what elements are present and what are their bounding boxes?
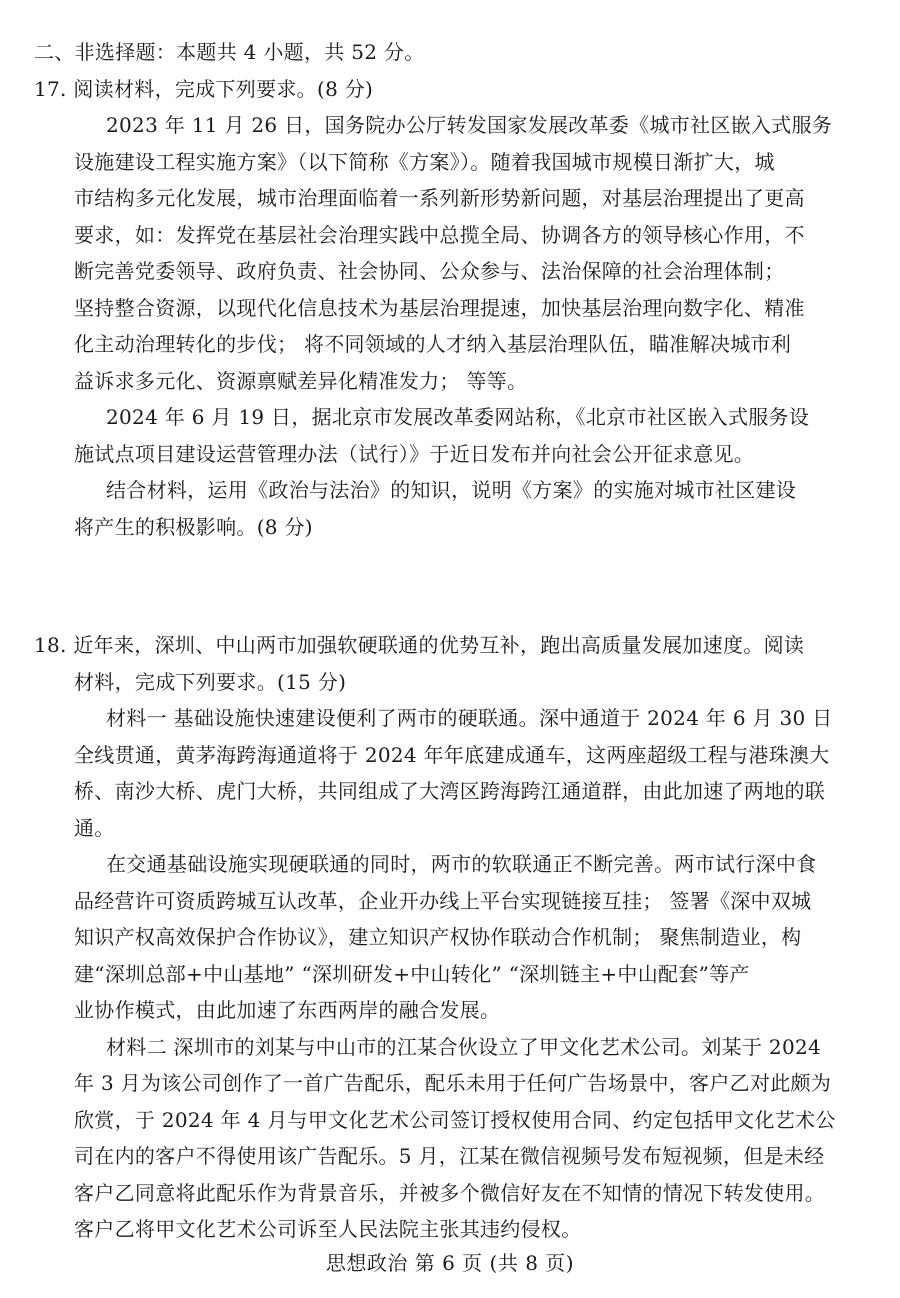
question-18-material-2 (34, 1029, 866, 1248)
text-line: 将产生的积极影响。(8 分) (74, 514, 313, 539)
text-line: 品经营许可资质跨城互认改革，企业开办线上平台实现链接互挂； 签署《深中双城 (74, 888, 812, 913)
text-line: 客户乙将甲文化艺术公司诉至人民法院主张其违约侵权。 (74, 1217, 582, 1241)
text-line: 欣赏，于 2024 年 4 月与甲文化艺术公司签订授权使用合同、约定包括甲文化艺术公 (74, 1107, 836, 1132)
page-footer: 思想政治 第 6 页 (共 8 页) (325, 1251, 575, 1275)
text-line: 材料，完成下列要求。(15 分) (74, 669, 347, 694)
text-line: 全线贯通，黄茅海跨海通道将于 2024 年年底建成通车，这两座超级工程与港珠澳大 (74, 742, 830, 767)
text-line: 在交通基础设施实现硬联通的同时，两市的软联通正不断完善。两市试行深中食 (106, 852, 817, 876)
question-17-head: 17. 阅读材料，完成下列要求。(8 分) (34, 76, 374, 101)
text-line: 建“深圳总部+中山基地” “深圳研发+中山转化” “深圳链主+中山配套”等产 (74, 961, 750, 986)
text-line: 知识产权高效保护合作协议》，建立知识产权协作联动合作机制； 聚焦制造业，构 (74, 925, 802, 949)
section-title: 二、非选择题：本题共 4 小题，共 52 分。 (34, 40, 425, 64)
text-line: 坚持整合资源，以现代化信息技术为基层治理提速，加快基层治理向数字化、精准 (74, 295, 805, 320)
text-line: 设施建设工程实施方案》（以下简称《方案》）。随着我国城市规模日渐扩大，城 (74, 149, 775, 174)
question-17-material-paragraph-2 (34, 399, 866, 472)
answer-space (34, 545, 866, 627)
question-17-material-paragraph-1 (34, 107, 866, 399)
text-line: 结合材料，运用《政治与法治》的知识，说明《方案》的实施对城市社区建设 (106, 478, 797, 502)
text-line: 市结构多元化发展，城市治理面临着一系列新形势新问题，对基层治理提出了更高 (74, 186, 805, 210)
text-line: 18. 近年来，深圳、中山两市加强软硬联通的优势互补，跑出高质量发展加速度。阅读 (34, 633, 805, 657)
text-line: 业协作模式，由此加速了东西两岸的融合发展。 (74, 998, 501, 1022)
text-line: 施试点项目建设运营管理办法（试行）》于近日发布并向社会公开征求意见。 (74, 441, 755, 466)
question-18-material-1-paragraph-1 (34, 700, 866, 846)
question-17-prompt (34, 472, 866, 545)
text-line: 司在内的客户不得使用该广告配乐。5 月，江某在微信视频号发布短视频，但是未经 (74, 1144, 825, 1168)
text-line: 要求，如：发挥党在基层社会治理实践中总揽全局、协调各方的领导核心作用，不 (74, 222, 805, 247)
text-line: 益诉求多元化、资源禀赋差异化精准发力； 等等。 (74, 368, 528, 393)
text-line: 年 3 月为该公司创作了一首广告配乐，配乐未用于任何广告场景中，客户乙对此颇为 (74, 1071, 832, 1095)
text-line: 2023 年 11 月 26 日，国务院办公厅转发国家发展改革委《城市社区嵌入式服务 (106, 113, 833, 137)
text-line: 通。 (74, 815, 115, 840)
text-line: 断完善党委领导、政府负责、社会协同、公众参与、法治保障的社会治理体制； (74, 259, 785, 283)
text-line: 化主动治理转化的步伐； 将不同领域的人才纳入基层治理队伍，瞄准解决城市利 (74, 332, 792, 356)
text-line: 客户乙同意将此配乐作为背景音乐，并被多个微信好友在不知情的情况下转发使用。 (74, 1180, 826, 1205)
text-line: 2024 年 6 月 19 日，据北京市发展改革委网站称，《北京市社区嵌入式服务设 (106, 405, 810, 429)
question-18-head (34, 627, 866, 700)
text-line: 材料二 深圳市的刘某与中山市的江某合伙设立了甲文化艺术公司。刘某于 2024 (106, 1034, 822, 1059)
question-18-material-1-paragraph-2 (34, 846, 866, 1029)
text-line: 桥、南沙大桥、虎门大桥，共同组成了大湾区跨海跨江通道群，由此加速了两地的联 (74, 779, 826, 803)
text-line: 材料一 基础设施快速建设便利了两市的硬联通。深中通道于 2024 年 6 月 30 日 (106, 706, 833, 730)
